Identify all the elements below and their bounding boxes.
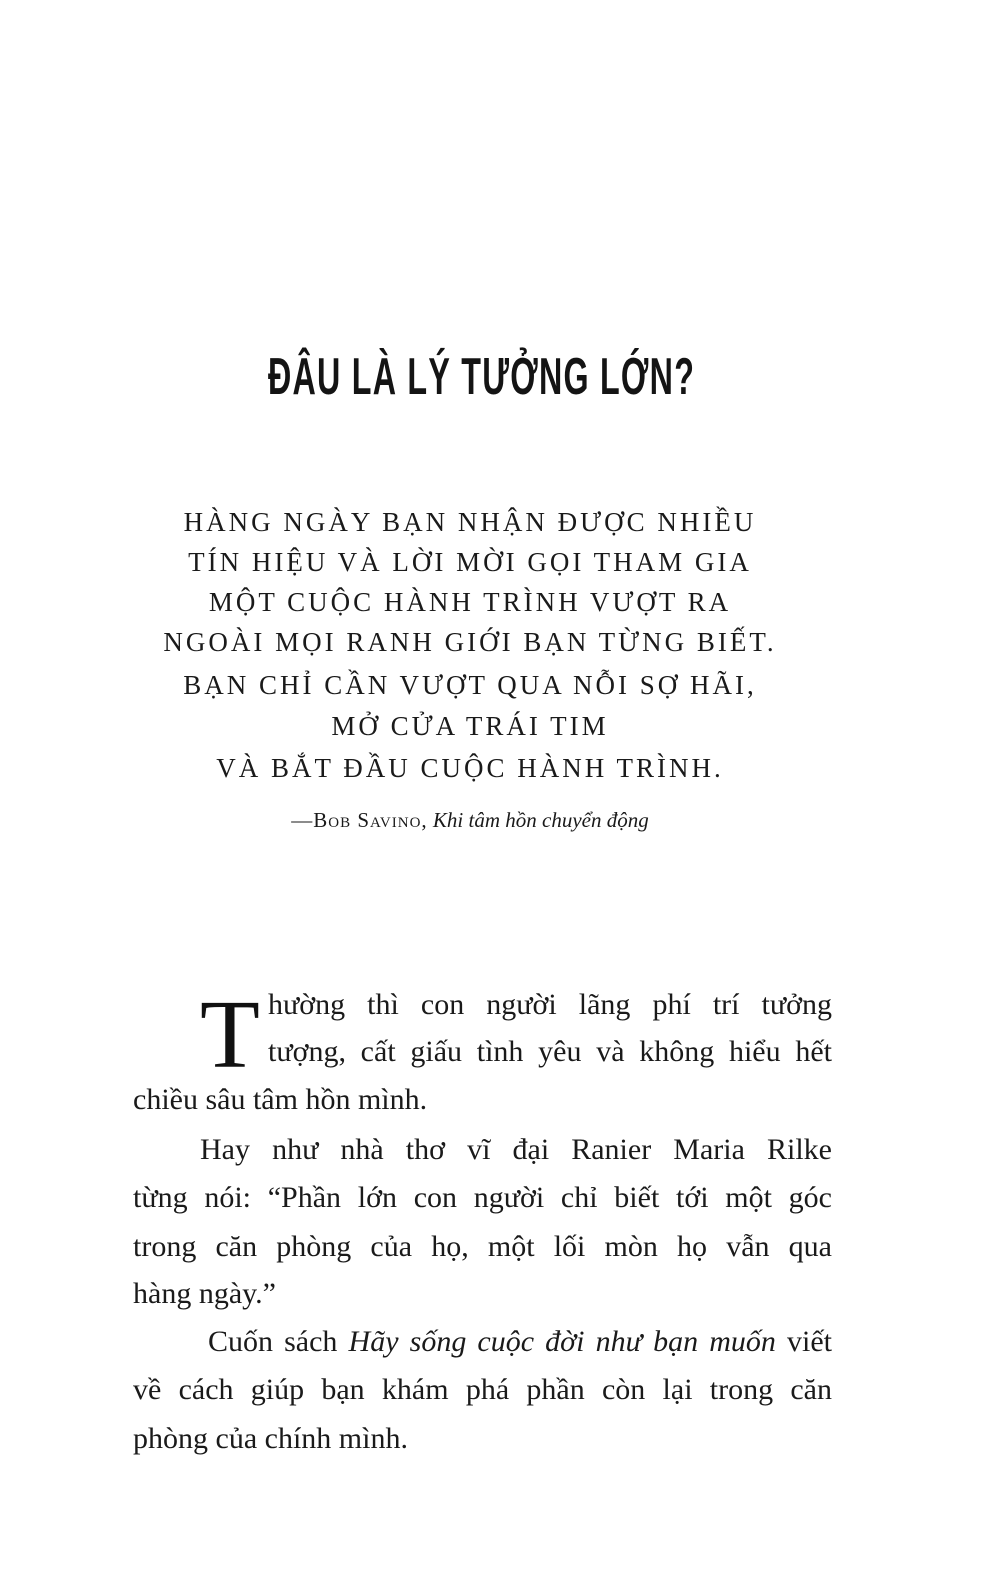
body-line: chiều sâu tâm hồn mình. xyxy=(133,1083,428,1116)
epigraph-line: TÍN HIỆU VÀ LỜI MỜI GỌI THAM GIA xyxy=(188,547,752,577)
epigraph-author: —Bob Savino, xyxy=(291,808,428,832)
body-line: hường thì con người lãng phí trí tưởng xyxy=(268,988,832,1021)
text: Cuốn sách xyxy=(208,1325,349,1358)
body-line: hàng ngày.” xyxy=(133,1277,276,1310)
epigraph-line: NGOÀI MỌI RANH GIỚI BẠN TỪNG BIẾT. xyxy=(163,627,777,657)
body-line: Hay như nhà thơ vĩ đại Ranier Maria Rilke xyxy=(200,1133,832,1166)
drop-cap: T xyxy=(200,981,260,1089)
text: viết xyxy=(775,1325,832,1358)
epigraph-line: VÀ BẮT ĐẦU CUỘC HÀNH TRÌNH. xyxy=(216,753,724,783)
body-line: phòng của chính mình. xyxy=(133,1422,408,1455)
body-line: trong căn phòng của họ, một lối mòn họ vẫn qua xyxy=(133,1230,832,1263)
epigraph-line: BẠN CHỈ CẦN VƯỢT QUA NỖI SỢ HÃI, xyxy=(183,670,757,700)
epigraph-line: HÀNG NGÀY BẠN NHẬN ĐƯỢC NHIỀU xyxy=(183,507,757,537)
body-line: từng nói: “Phần lớn con người chỉ biết tới một góc xyxy=(133,1181,832,1214)
epigraph-source: Khi tâm hồn chuyển động xyxy=(432,808,649,832)
book-title: Hãy sống cuộc đời như bạn muốn xyxy=(348,1325,776,1358)
body-line: tượng, cất giấu tình yêu và không hiểu hết xyxy=(268,1035,832,1068)
body-line: về cách giúp bạn khám phá phần còn lại trong căn xyxy=(133,1373,832,1406)
body-line xyxy=(208,1327,832,1357)
epigraph-line: MỘT CUỘC HÀNH TRÌNH VƯỢT RA xyxy=(208,587,732,617)
chapter-title: ĐÂU LÀ LÝ TƯỞNG LỚN? xyxy=(268,348,696,406)
epigraph-line: MỞ CỬA TRÁI TIM xyxy=(331,711,609,741)
epigraph-attribution xyxy=(0,810,940,831)
